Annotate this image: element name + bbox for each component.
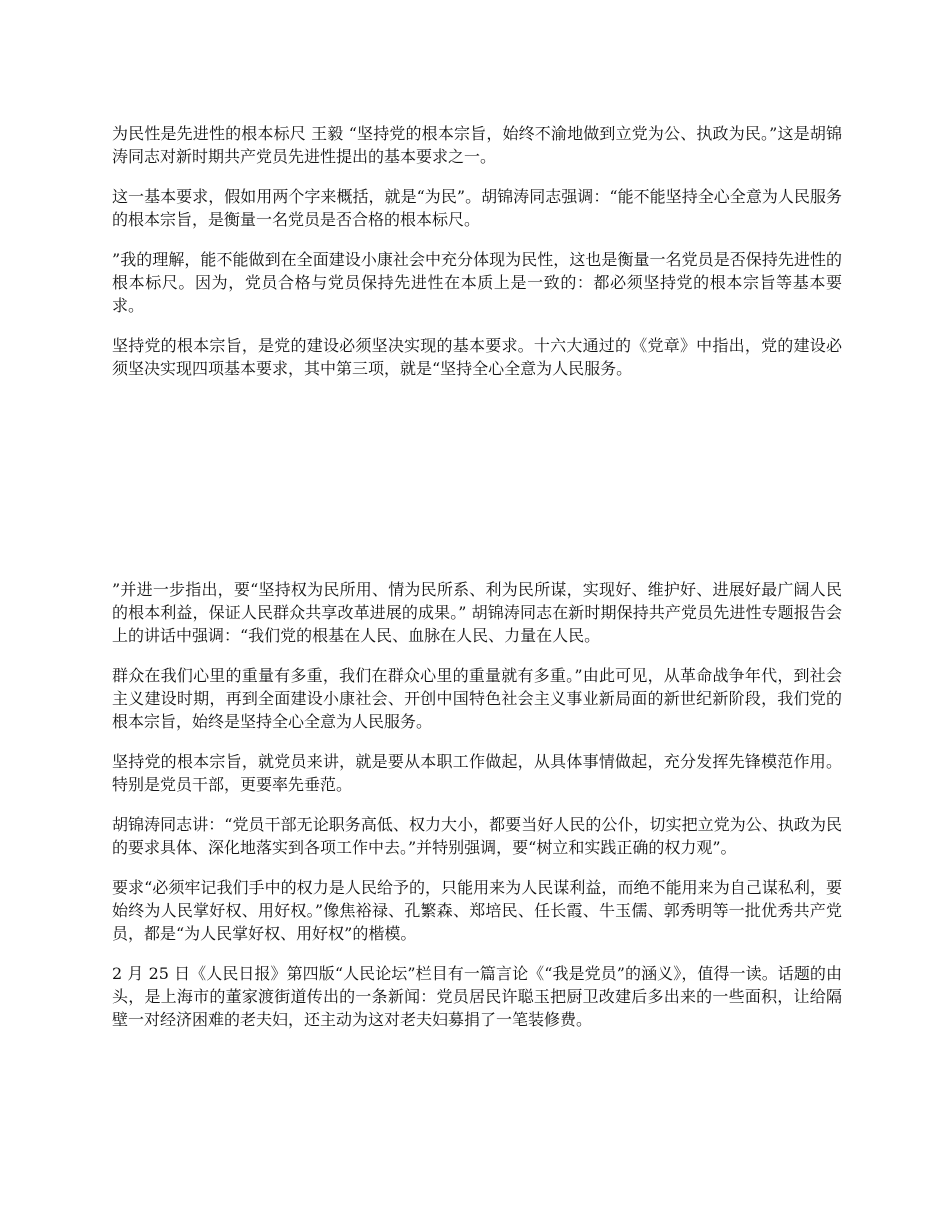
paragraph: 2 月 25 日《人民日报》第四版“人民论坛”栏目有一篇言论《“我是党员”的涵义》，值得一读。话题的由头，是上海市的董家渡街道传出的一条新闻：党员居民许聪玉把厨卫改建后多出来的一些面积，让给隔壁一对经济困难的老夫妇，还主动为这对老夫妇募捐了一笔装修费。 (112, 964, 842, 1029)
paragraph: 坚持党的根本宗旨，就党员来讲，就是要从本职工作做起，从具体事情做起，充分发挥先锋模范作用。特别是党员干部，更要率先垂范。 (112, 752, 842, 794)
paragraph: 胡锦涛同志讲：“党员干部无论职务高低、权力大小，都要当好人民的公仆，切实把立党为公、执政为民的要求具体、深化地落实到各项工作中去。”并特别强调，要“树立和实践正确的权力观”。 (112, 815, 842, 857)
paragraph: ”并进一步指出，要“坚持权为民所用、情为民所系、利为民所谋，实现好、维护好、进展好最广阔人民的根本利益，保证人民群众共享改革进展的成果。” 胡锦涛同志在新时期保持共产党员先进性专题报告会上的讲话中强调：“我们党的根基在人民、血脉在人民、力量在人民。 (112, 580, 842, 645)
paragraph: 群众在我们心里的重量有多重，我们在群众心里的重量就有多重。”由此可见，从革命战争年代，到社会主义建设时期，再到全面建设小康社会、开创中国特色社会主义事业新局面的新世纪新阶段，我们党的根本宗旨，始终是坚持全心全意为人民服务。 (112, 666, 842, 731)
paragraph: 坚持党的根本宗旨，是党的建设必须坚决实现的基本要求。十六大通过的《党章》中指出，党的建设必须坚决实现四项基本要求，其中第三项，就是“坚持全心全意为人民服务。 (112, 336, 842, 378)
text-block-bottom (112, 578, 842, 1048)
paragraph: 为民性是先进性的根本标尺 王毅 “坚持党的根本宗旨，始终不渝地做到立党为公、执政为民。”这是胡锦涛同志对新时期共产党员先进性提出的基本要求之一。 (112, 124, 842, 166)
paragraph: 这一基本要求，假如用两个字来概括，就是“为民”。胡锦涛同志强调：“能不能坚持全心全意为人民服务的根本宗旨，是衡量一名党员是否合格的根本标尺。 (112, 187, 842, 229)
paragraph: 要求“必须牢记我们手中的权力是人民给予的，只能用来为人民谋利益，而绝不能用来为自己谋私利，要始终为人民掌好权、用好权。”像焦裕禄、孔繁森、郑培民、任长霞、牛玉儒、郭秀明等一批优秀共产党员，都是“为人民掌好权、用好权”的楷模。 (112, 878, 842, 943)
text-block-top (112, 122, 842, 397)
paragraph: ”我的理解，能不能做到在全面建设小康社会中充分体现为民性，这也是衡量一名党员是否保持先进性的根本标尺。因为，党员合格与党员保持先进性在本质上是一致的：都必须坚持党的根本宗旨等基本要求。 (112, 250, 842, 315)
